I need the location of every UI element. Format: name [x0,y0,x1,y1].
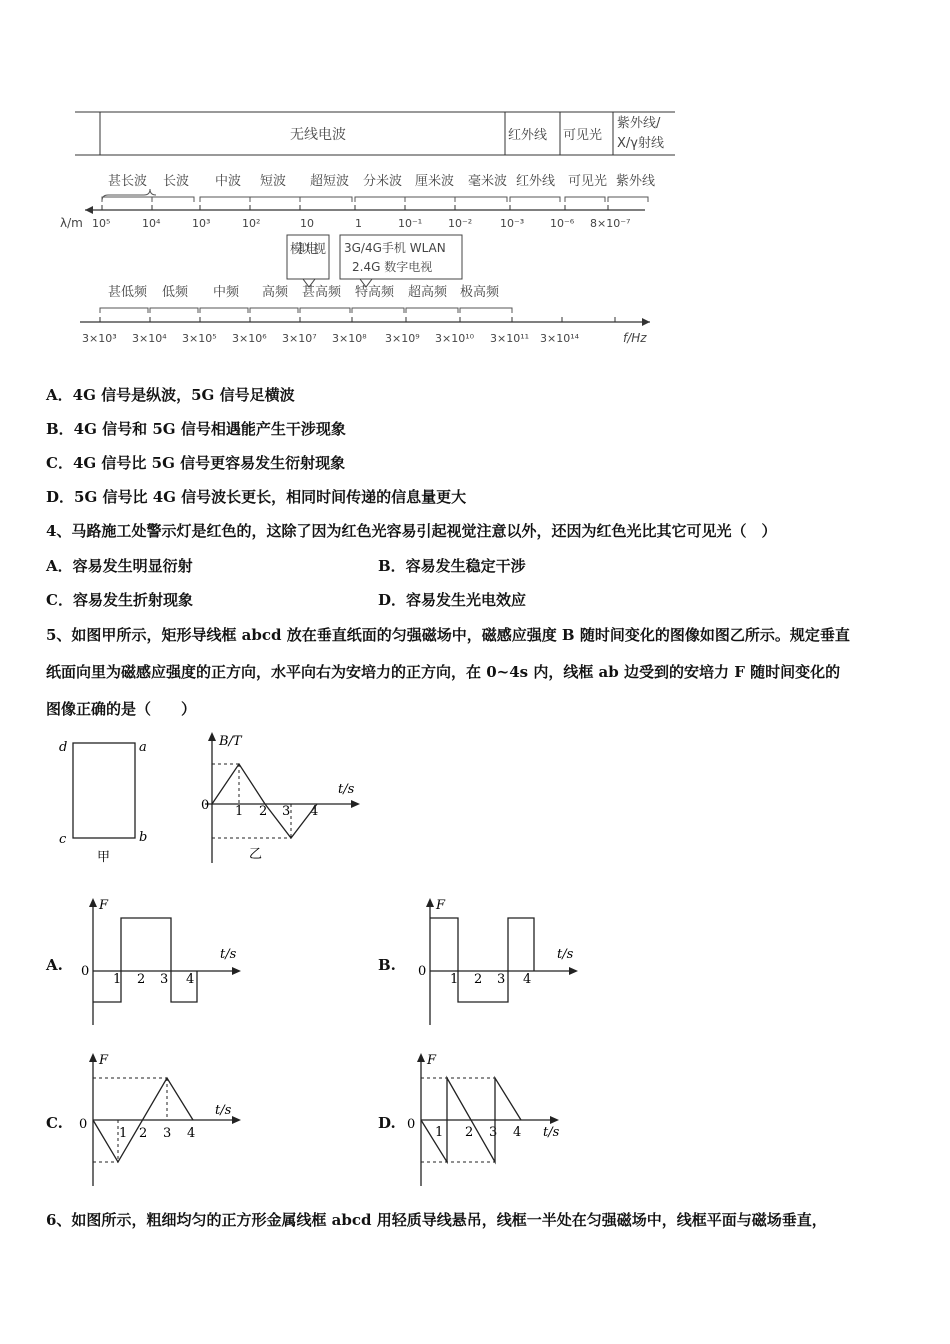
freq-name: 甚高频 [302,285,342,300]
wl-tick: 10⁴ [142,217,161,230]
frame-label-d: d [59,740,68,755]
q5-option-a-label: A. [46,956,63,974]
q4-option-b: B．容易发生稳定干涉 [378,557,526,575]
q3-option-a: A．4G 信号是纵波，5G 信号足横波 [46,386,295,404]
wl-tick: 1 [355,217,362,230]
wl-tick: 10 [300,217,314,230]
wl-name: 厘米波 [415,174,455,189]
freq-name: 特高频 [355,285,395,300]
wl-tick: 8×10⁻⁷ [590,217,631,230]
graph-option-c[interactable] [75,1048,245,1188]
freq-tick: 3×10⁸ [332,332,367,345]
wl-tick: 10⁻¹ [398,217,423,230]
wl-axis-label: λ/m [60,216,83,230]
q5-stem-line2: 纸面向里为磁感应强度的正方向，水平向右为安培力的正方向，在 0~4s 内，线框 ab 边受到的安培力 F 随时间变化的 [46,663,841,681]
band-uv: 紫外线/ [617,116,661,131]
wl-tick: 10² [242,217,261,230]
graph-a-xlabel: t/s [220,947,237,962]
graph-a-ylabel: F [99,898,109,913]
graph-b-tick: 3 [497,972,506,987]
freq-tick: 3×10⁶ [232,332,267,345]
spectrum-figure [60,105,690,355]
graph-c-ylabel: F [99,1053,109,1068]
graph-option-b[interactable] [412,893,582,1028]
q6-stem-line1: 6、如图所示，粗细均匀的正方形金属线框 abcd 用轻质导线悬吊，线框一半处在匀强磁场中，线框平面与磁场垂直， [46,1211,827,1229]
q3-option-b: B．4G 信号和 5G 信号相遇能产生干涉现象 [46,420,346,438]
graph-c-tick: 1 [119,1126,128,1141]
graph-c-tick: 4 [187,1126,196,1141]
band-radio: 无线电波 [290,127,346,143]
graph-c-xlabel: t/s [215,1103,232,1118]
q5-stem-line1: 5、如图甲所示，矩形导线框 abcd 放在垂直纸面的匀强磁场中，磁感应强度 B 随时间变化的图像如图乙所示。规定垂直 [46,626,850,644]
q5-option-c-label: C. [46,1114,63,1132]
wl-name: 可见光 [568,174,608,189]
phone-box-line1: 3G/4G手机 WLAN [344,241,446,255]
graph-b-xlabel: t/s [557,947,574,962]
graph-a-origin: 0 [81,964,90,979]
freq-name: 中频 [213,285,240,300]
graph-d-tick: 2 [465,1125,474,1140]
graph-d-tick: 3 [489,1125,498,1140]
wl-name: 长波 [163,174,190,189]
b-graph-tick: 1 [235,804,244,819]
freq-tick: 3×10³ [82,332,117,345]
wl-name: 甚长波 [108,174,148,189]
frame-figure [55,735,155,865]
graph-a-tick: 2 [137,972,146,987]
freq-tick: 3×10¹⁰ [435,332,475,345]
b-graph-xlabel: t/s [338,782,355,797]
freq-tick: 3×10⁹ [385,332,420,345]
b-graph-ylabel: B/T [219,734,242,749]
band-xray: X/γ射线 [617,136,664,151]
freq-tick: 3×10⁷ [282,332,317,345]
freq-name: 高频 [262,285,289,300]
wl-name: 中波 [215,174,242,189]
q5-stem-line3: 图像正确的是（ ） [46,700,197,718]
b-graph-tick: 3 [282,804,291,819]
freq-name: 甚低频 [108,285,148,300]
b-graph-tick: 2 [259,804,268,819]
wl-name: 短波 [260,174,287,189]
q3-option-c: C．4G 信号比 5G 信号更容易发生衍射现象 [46,454,346,472]
b-graph-origin: 0 [201,798,210,813]
b-graph [195,728,365,868]
freq-axis-label: f/Hz [623,331,647,345]
frame-label-a: a [139,740,147,755]
graph-c-origin: 0 [79,1117,88,1132]
b-graph-tick: 4 [310,804,319,819]
graph-option-d[interactable] [403,1048,573,1188]
b-graph-caption: 乙 [249,847,263,862]
q4-option-d: D．容易发生光电效应 [378,591,527,609]
freq-tick: 3×10¹¹ [490,332,530,345]
wl-name: 紫外线 [616,174,656,189]
graph-a-tick: 3 [160,972,169,987]
freq-tick: 3×10⁴ [132,332,167,345]
graph-b-origin: 0 [418,964,427,979]
graph-d-ylabel: F [427,1053,437,1068]
freq-tick: 3×10¹⁴ [540,332,580,345]
wl-tick: 10⁻³ [500,217,525,230]
graph-a-tick: 1 [113,972,122,987]
graph-c-tick: 2 [139,1126,148,1141]
graph-d-xlabel: t/s [543,1125,560,1140]
graph-b-ylabel: F [436,898,446,913]
freq-name: 极高频 [460,285,500,300]
q5-option-d-label: D. [378,1114,396,1132]
wl-tick: 10⁻² [448,217,473,230]
graph-b-tick: 2 [474,972,483,987]
wl-tick: 10³ [192,217,211,230]
wl-name: 分米波 [363,174,403,189]
band-visible: 可见光 [563,128,603,143]
graph-d-tick: 1 [435,1125,444,1140]
freq-tick: 3×10⁵ [182,332,217,345]
phone-box-line2: 2.4G 数字电视 [352,260,433,274]
graph-c-tick: 3 [163,1126,172,1141]
band-infrared: 红外线 [508,128,548,143]
graph-b-tick: 1 [450,972,459,987]
graph-d-origin: 0 [407,1117,416,1132]
wl-tick: 10⁵ [92,217,111,230]
wl-name: 毫米波 [468,174,508,189]
wl-tick: 10⁻⁶ [550,217,575,230]
q4-stem: 4、马路施工处警示灯是红色的，这除了因为红色光容易引起视觉注意以外，还因为红色光比其它可见光（ ） [46,522,777,540]
freq-name: 超高频 [408,285,448,300]
graph-d-tick: 4 [513,1125,522,1140]
graph-a-tick: 4 [186,972,195,987]
spectrum-svg [60,105,690,355]
graph-b-tick: 4 [523,972,532,987]
wl-name: 超短波 [310,174,350,189]
q3-option-d: D．5G 信号比 4G 信号波长更长，相同时间传递的信息量更大 [46,488,467,506]
q4-option-a: A．容易发生明显衍射 [46,557,193,575]
frame-label-b: b [139,830,148,845]
frame-caption: 甲 [97,850,111,865]
graph-option-a[interactable] [75,893,245,1028]
freq-name: 低频 [162,285,189,300]
tv-box-text: 模拟电视 [290,242,326,257]
q5-option-b-label: B. [378,956,396,974]
wl-name: 红外线 [516,174,556,189]
frame-label-c: c [59,832,67,847]
q4-option-c: C．容易发生折射现象 [46,591,193,609]
